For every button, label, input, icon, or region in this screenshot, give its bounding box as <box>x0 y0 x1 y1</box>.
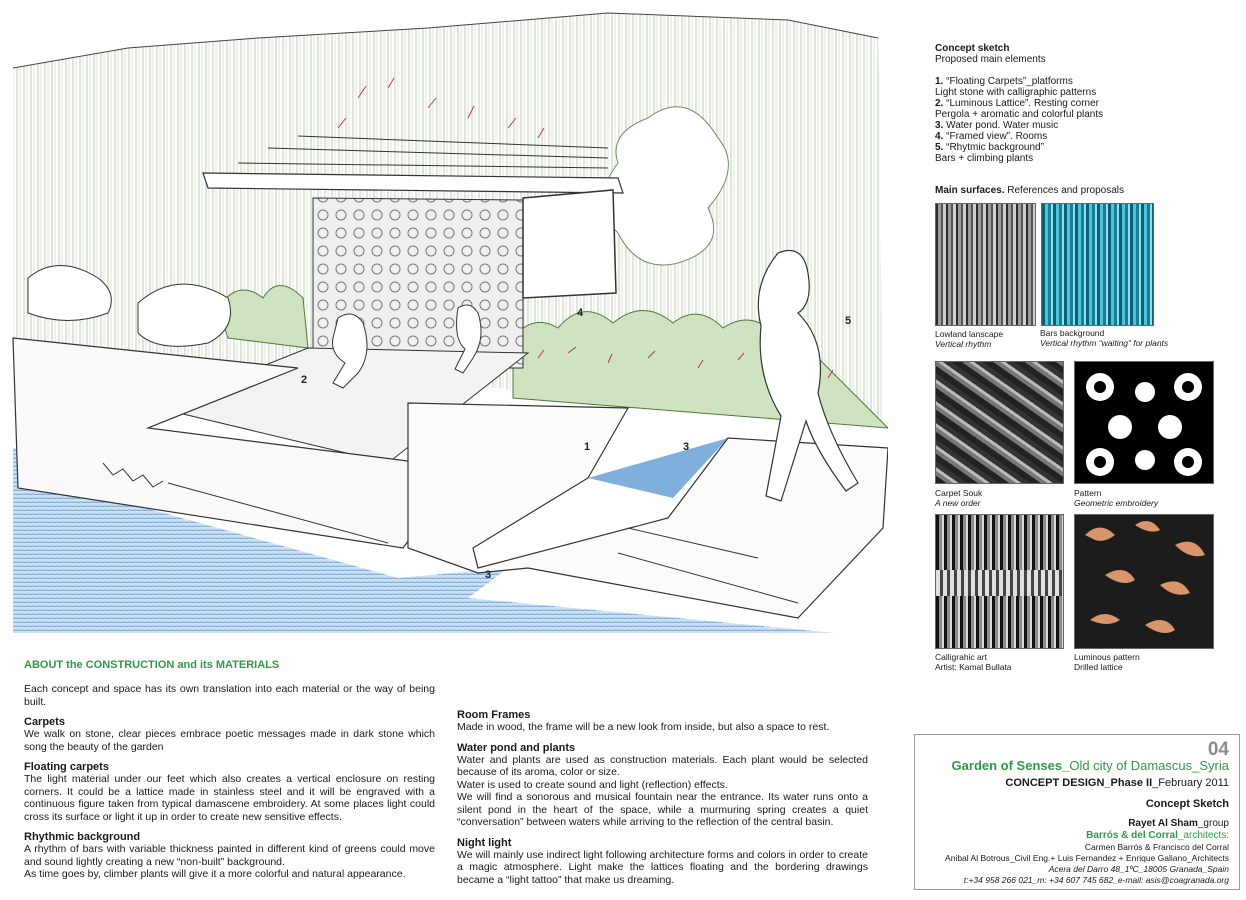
concept-legend <box>935 43 1235 164</box>
section-body: As time goes by, climber plants will give it a more colorful and natural appearance. <box>24 868 406 880</box>
marker-1: 1 <box>584 441 591 453</box>
section-body: We walk on stone, clear pieces embrace poetic messages made in dark stone which song the beauty of the garden <box>24 728 435 753</box>
section-body: We will mainly use indirect light following architecture forms and colors in order to create a magic atmosphere. Light make the lattices floating and the bordering drawings became a “light tattoo” that make us dreaming. <box>457 848 868 886</box>
contact-info: t:+34 958 266 021_m: +34 607 745 682_e-mail: asis@coagranada.org <box>963 875 1229 885</box>
architects-people: Carmen Barrós & Francisco del Corral <box>1084 842 1229 852</box>
project-title: Garden of Senses_Old city of Damascus_Syria <box>951 758 1229 773</box>
concept-item: Light stone with calligraphic patterns <box>935 87 1097 98</box>
concept-sketch-drawing <box>8 8 888 633</box>
marker-4: 4 <box>577 307 584 319</box>
concept-item: 2. “Luminous Lattice”. Resting corner <box>935 98 1099 109</box>
concept-item: Bars + climbing plants <box>935 153 1034 164</box>
about-column-left <box>24 659 435 881</box>
concept-item: 1. “Floating Carpets”_platforms <box>935 76 1073 87</box>
caption-bars: Bars background Vertical rhythm “waiting” for plants <box>1040 328 1169 348</box>
concept-item: 3. Water pond. Water music <box>935 120 1059 131</box>
section-body: The light material under our feet which also creates a vertical enclosure on resting corners. It could be a lattice made in stainless steel and it will be engraved with a continuous figure taken from typical damascene embroidery. At some places light could cross its surface or light it up in order to create new sensitive effects. <box>24 773 435 823</box>
bars-background-image <box>1041 203 1154 326</box>
section-heading: Water pond and plants <box>457 741 576 754</box>
marker-3-channel: 3 <box>485 569 492 581</box>
architects-name: Barrós & del Corral_architects: <box>1086 830 1229 841</box>
caption-carpet-souk: Carpet Souk A new order <box>935 488 983 508</box>
pattern-image <box>1074 361 1214 484</box>
section-body: Made in wood, the frame will be a new look from inside, but also a space to rest. <box>457 721 830 733</box>
concept-title: Concept sketch <box>935 43 1010 54</box>
section-heading: Night light <box>457 836 512 849</box>
concept-subtitle: Proposed main elements <box>935 54 1046 65</box>
surfaces-heading: Main surfaces. References and proposals <box>935 185 1125 196</box>
office-address: Acera del Darro 48_1ºC_18005 Granada_Spain <box>1048 864 1229 874</box>
section-body: Water and plants are used as construction materials. Each plant would be selected because of its aroma, color or size. <box>457 753 868 778</box>
drawing-title: Concept Sketch <box>1145 798 1229 810</box>
phase-line: CONCEPT DESIGN_Phase II_February 2011 <box>1005 777 1229 789</box>
title-block <box>914 734 1240 890</box>
marker-5: 5 <box>845 315 852 327</box>
section-body: We will find a sonorous and musical fountain near the entrance. Its water runs onto a silent pond in the heart of the space, while a murmuring spring creates a quiet “conversation” between waters while arriving to the reflection of the central basin. <box>457 791 868 828</box>
section-heading: Floating carpets <box>24 761 109 773</box>
about-column-middle <box>457 709 868 886</box>
caption-lowland: Lowland lanscape Vertical rhythm <box>935 329 1004 349</box>
caption-luminous: Luminous pattern Drilled lattice <box>1074 652 1140 672</box>
about-intro: Each concept and space has its own translation into each material or the way of being built. <box>24 683 435 708</box>
section-heading: Carpets <box>24 716 65 728</box>
concept-item: 5. “Rhytmic background” <box>935 142 1044 153</box>
lowland-landscape-image <box>935 203 1036 326</box>
carpet-souk-image <box>935 361 1064 484</box>
caption-pattern: Pattern Geometric embroidery <box>1074 488 1159 508</box>
concept-item: Pergola + aromatic and colorful plants <box>935 109 1104 120</box>
concept-item: 4. “Framed view”. Rooms <box>935 131 1048 142</box>
about-title: ABOUT the CONSTRUCTION and its MATERIALS <box>24 659 280 671</box>
engineers-people: Anibal Al Botrous_Civil Eng.+ Luis Fernandez + Enrique Galiano_Architects <box>945 853 1229 863</box>
calligraphic-art-image <box>935 514 1064 649</box>
section-body: Water is used to create sound and light (reflection) effects. <box>457 778 728 791</box>
section-heading: Room Frames <box>457 709 531 721</box>
group-name: Rayet Al Sham_group <box>1128 818 1229 829</box>
sheet-number: 04 <box>1207 739 1229 760</box>
section-heading: Rhythmic background <box>24 831 141 843</box>
marker-2: 2 <box>301 374 308 386</box>
luminous-pattern-image <box>1074 514 1214 649</box>
marker-3-pond: 3 <box>683 441 690 453</box>
section-body: A rhythm of bars with variable thickness painted in different kind of greens could move and sound lightly creating a new “non-built” background. <box>24 843 435 868</box>
caption-calligraphic: Calligrahic art Artist: Kamal Bullata <box>935 652 1012 672</box>
